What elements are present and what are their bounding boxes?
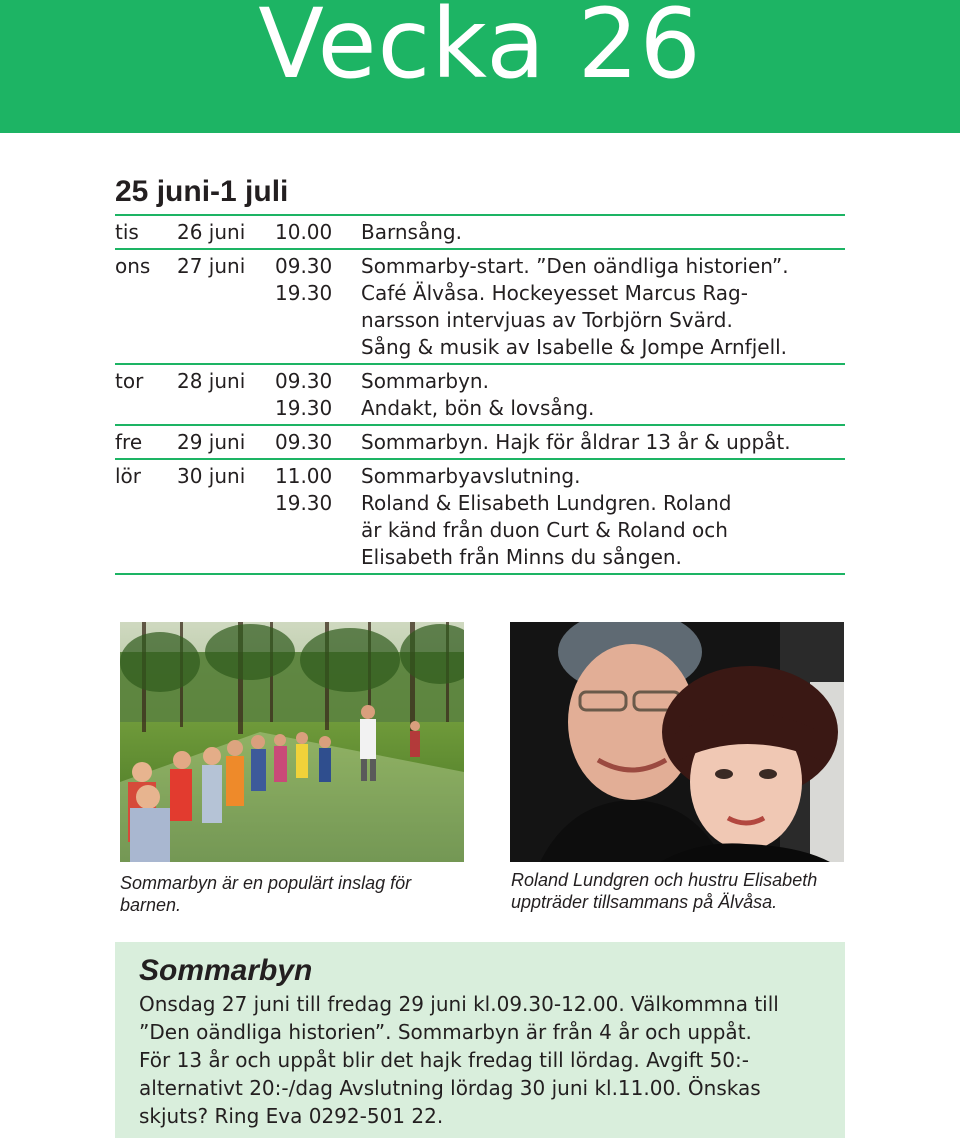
entry-day [115,490,177,571]
entry-text-line: Andakt, bön & lovsång. [361,396,595,420]
entry-text-line: Sommarbyavslutning. [361,464,581,488]
entry-text-line: Sommarbyn. Hajk för åldrar 13 år & uppåt. [361,430,791,454]
entry-text [361,219,845,246]
schedule-entry [115,395,845,422]
entry-text-line: narsson intervjuas av Torbjörn Svärd. [361,308,733,332]
couple-portrait-photo [510,622,844,862]
entry-text-line: Café Älvåsa. Hockeyesset Marcus Rag- [361,281,748,305]
schedule-row [115,363,845,424]
schedule-row [115,424,845,458]
info-text-line: Onsdag 27 juni till fredag 29 juni kl.09.30-12.00. Välkommna till [139,992,779,1016]
entry-text-line: är känd från duon Curt & Roland och [361,518,728,542]
entry-day: fre [115,430,143,454]
schedule-entry [115,253,845,280]
entry-date: 27 juni [177,254,246,278]
info-text-line: För 13 år och uppåt blir det hajk fredag till lördag. Avgift 50:- [139,1048,749,1072]
entry-date: 30 juni [177,464,246,488]
entry-time: 19.30 [275,396,333,420]
entry-text-line: Sång & musik av Isabelle & Jompe Arnfjell. [361,335,788,359]
entry-day: tis [115,220,139,244]
entry-day: lör [115,464,142,488]
entry-day [115,280,177,361]
entry-day: ons [115,254,151,278]
entry-time: 10.00 [275,220,333,244]
sommarbyn-info-box [115,942,845,1138]
entry-time: 19.30 [275,491,333,515]
schedule-entry [115,490,845,571]
schedule-row [115,214,845,248]
entry-time: 11.00 [275,464,333,488]
schedule-row [115,458,845,575]
entry-text [361,490,845,571]
entry-text [361,463,845,490]
schedule-entry [115,429,845,456]
schedule-entry [115,463,845,490]
schedule-entry [115,280,845,361]
schedule-row [115,248,845,363]
entry-date: 28 juni [177,369,246,393]
entry-date: 26 juni [177,220,246,244]
entry-text [361,280,845,361]
entry-text-line: Barnsång. [361,220,462,244]
entry-date [177,280,275,361]
schedule-entry [115,368,845,395]
info-title: Sommarbyn [139,954,313,987]
info-text-line: ”Den oändliga historien”. Sommarbyn är från 4 år och uppåt. [139,1020,752,1044]
entry-text-line: Elisabeth från Minns du sången. [361,545,682,569]
entry-time: 19.30 [275,281,333,305]
entry-day: tor [115,369,144,393]
entry-time: 09.30 [275,430,333,454]
entry-time: 09.30 [275,369,333,393]
entry-text-line: Sommarbyn. [361,369,489,393]
entry-text-line: Roland & Elisabeth Lundgren. Roland [361,491,732,515]
entry-text-line: Sommarby-start. ”Den oändliga historien”. [361,254,789,278]
schedule-table [115,214,845,575]
schedule-entry [115,219,845,246]
entry-date [177,490,275,571]
children-outdoor-photo [120,622,464,862]
entry-time: 09.30 [275,254,333,278]
photo-caption-children: Sommarbyn är en populärt inslag för barnen. [120,873,412,915]
entry-text [361,395,845,422]
entry-day [115,395,177,422]
entry-text [361,253,845,280]
entry-text [361,368,845,395]
page-title: Vecka 26 [258,0,702,100]
info-text [139,990,835,1130]
entry-date [177,395,275,422]
entry-text [361,429,845,456]
date-range-heading: 25 juni-1 juli [115,175,289,208]
entry-date: 29 juni [177,430,246,454]
info-text-line: alternativt 20:-/dag Avslutning lördag 30 juni kl.11.00. Önskas [139,1076,761,1100]
info-text-line: skjuts? Ring Eva 0292-501 22. [139,1104,444,1128]
photo-caption-couple: Roland Lundgren och hustru Elisabeth uppträder tillsammans på Älvåsa. [511,870,818,912]
header-banner [0,0,960,133]
